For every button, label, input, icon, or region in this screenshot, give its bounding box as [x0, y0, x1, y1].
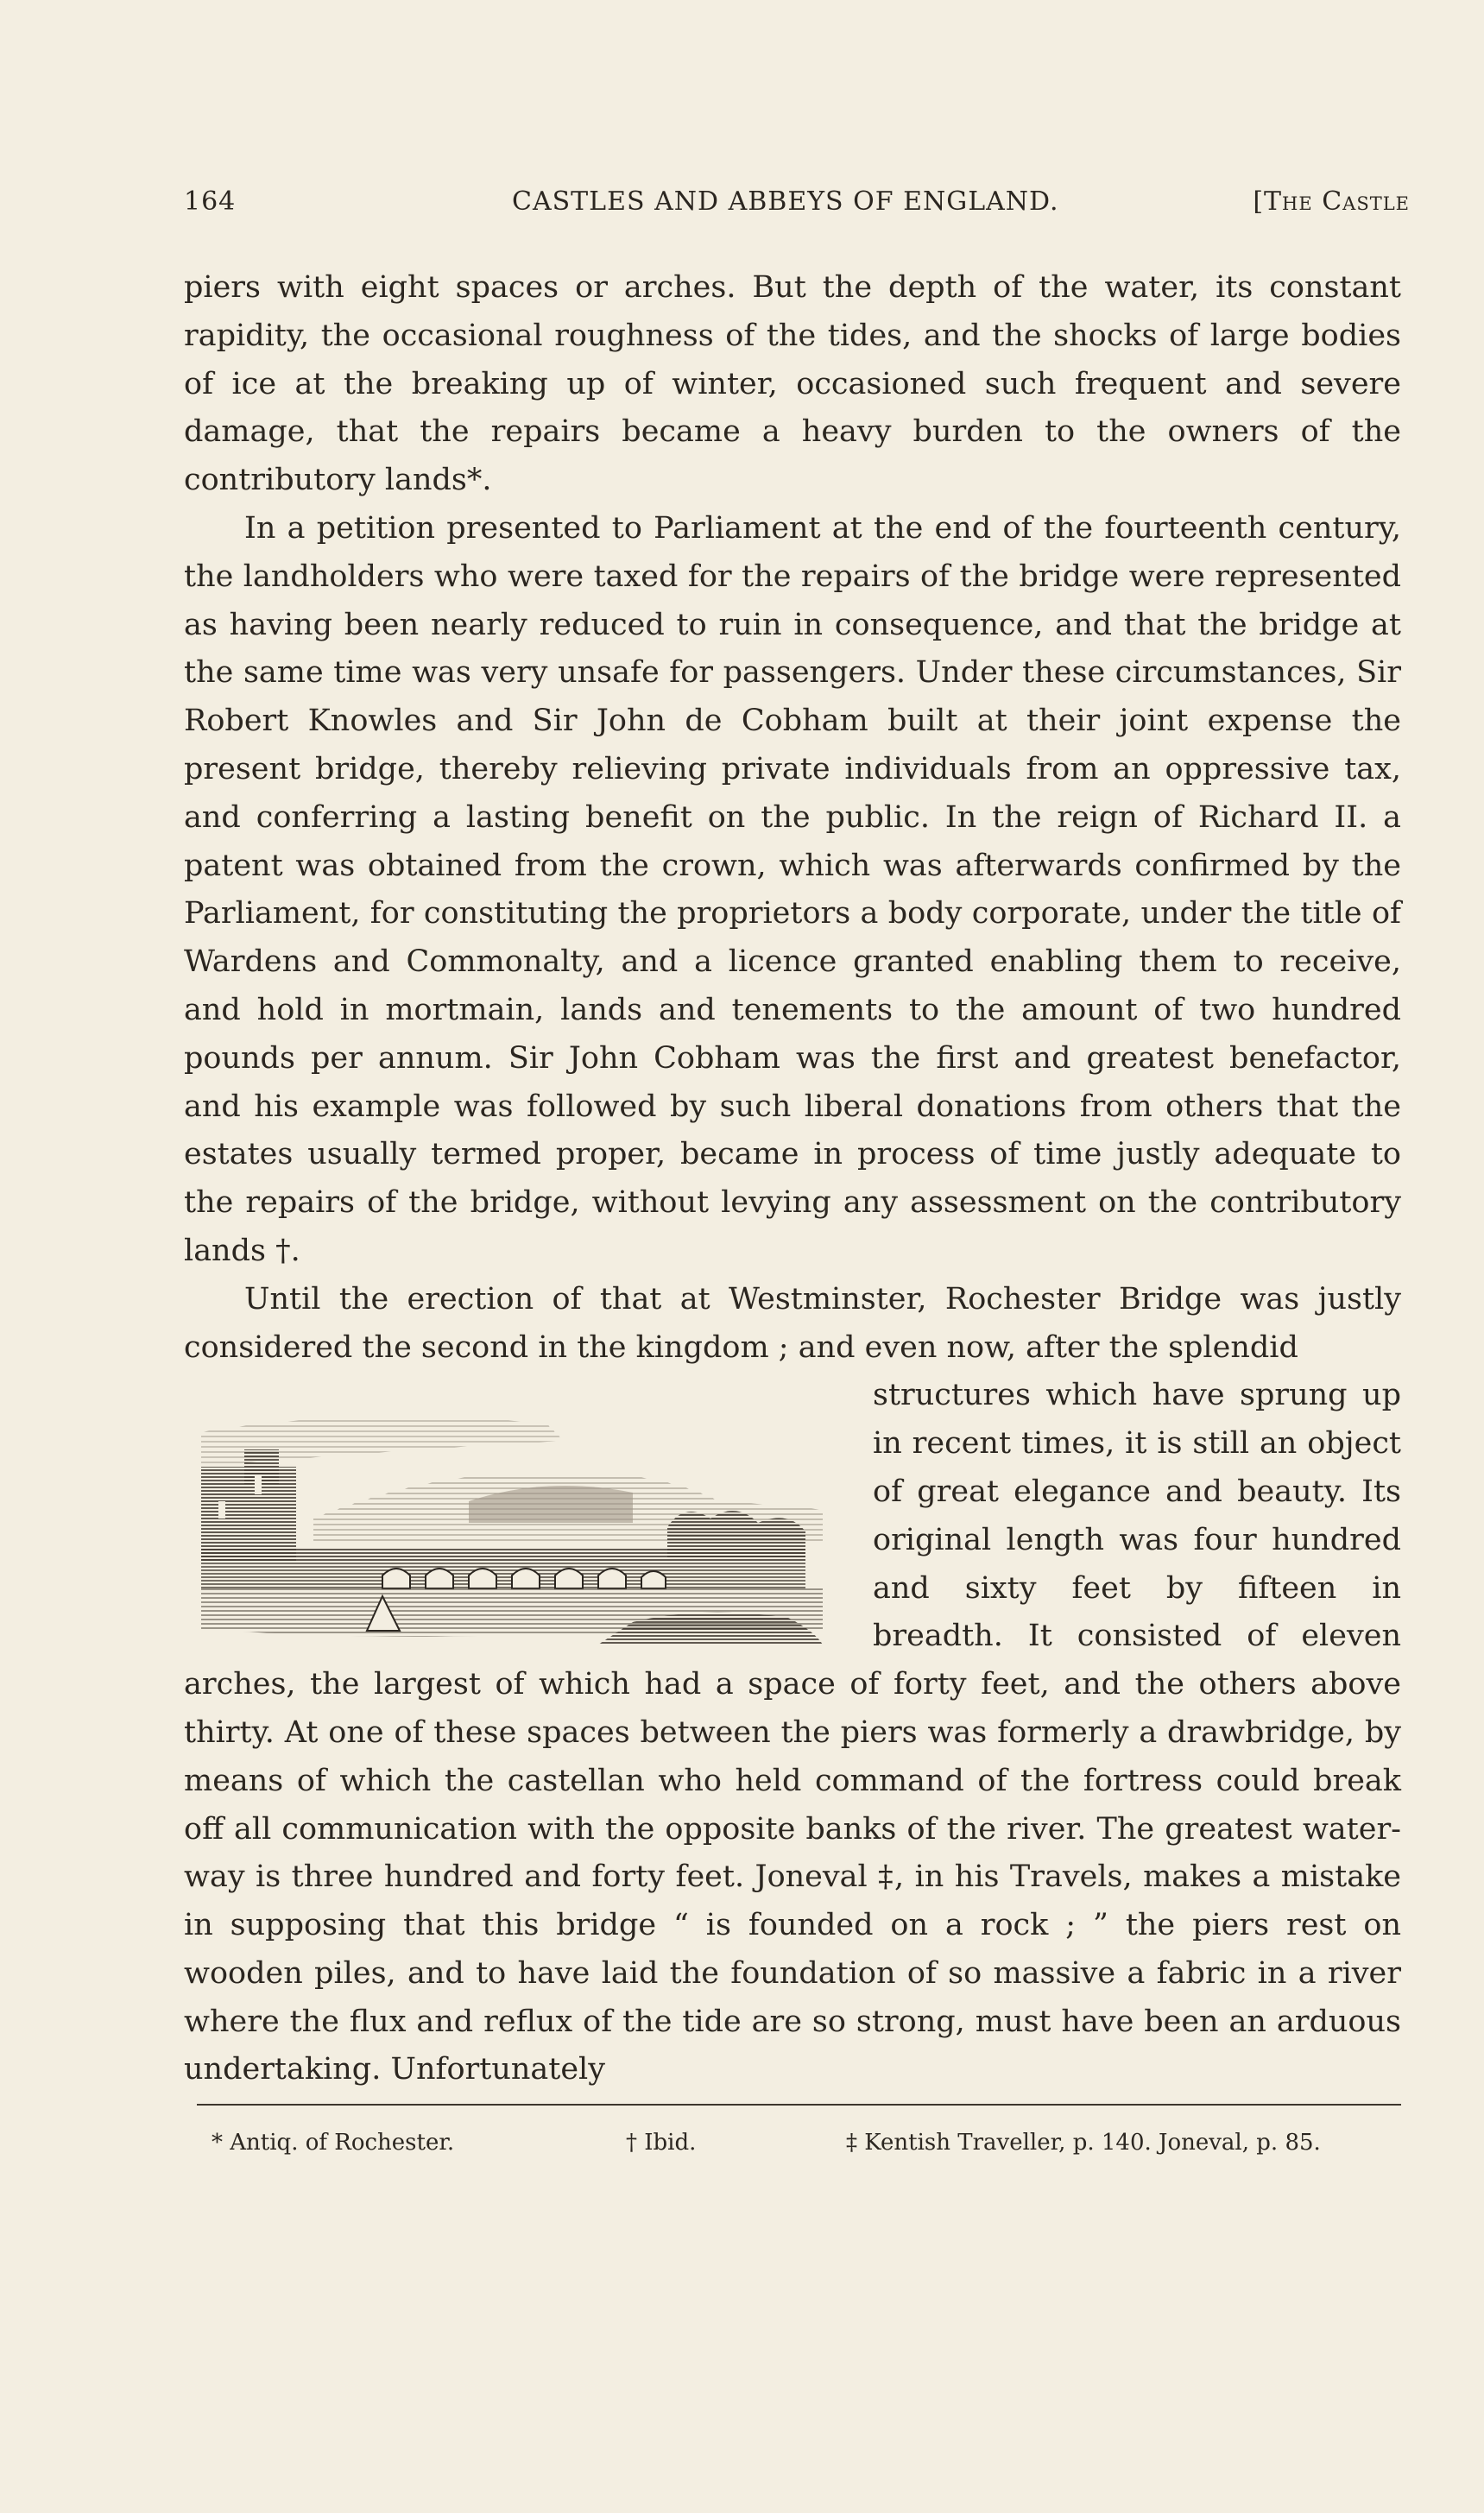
paragraph-3-rest: structures which have sprung up in recent times, it is still an object of great elegance and beauty. Its original length was four hundred and sixty feet by fifteen in breadth. It consisted of eleven arches, the largest of which had a space of forty feet, and the others above thirty. At one of these spaces between the piers was formerly a drawbridge, by means of which the castellan who held command of the fortress could break off all communication with the opposite banks of the river. The greatest water-way is three hundred and forty feet. Joneval ‡, in his Travels, makes a mistake in supposing that this bridge “ is founded on a rock ; ” the piers rest on wooden piles, and to have laid the foundation of so massive a fabric in a river where the flux and reflux of the tide are so strong, must have been an arduous undertaking. Unfortunately	[184, 1378, 1401, 2087]
footnote-1: * Antiq. of Rochester.	[212, 2130, 455, 2156]
footnote-rule	[197, 2104, 1401, 2106]
footnotes	[212, 2130, 1394, 2164]
section-title: [The Castle	[1253, 186, 1410, 217]
footnote-3: ‡ Kentish Traveller, p. 140. Joneval, p. 85.	[846, 2130, 1321, 2156]
running-title: CASTLES AND ABBEYS OF ENGLAND.	[512, 186, 1059, 217]
rochester-bridge-engraving-icon	[184, 1372, 847, 1645]
paragraph-1: piers with eight spaces or arches. But the depth of the water, its constant rapidity, the occasional roughness of the tides, and the shocks of large bodies of ice at the breaking up of winter, occasioned such frequent and severe damage, that the repairs became a heavy burden to the owners of the contributory lands*.	[184, 270, 1401, 498]
body-text	[184, 264, 1401, 2094]
page-number: 164	[184, 186, 237, 217]
page-header	[184, 186, 1410, 224]
bridge-illustration	[184, 1372, 847, 1645]
paragraph-2: In a petition presented to Parliament at the end of the fourteenth century, the landholders who were taxed for the repairs of the bridge were represented as having been nearly reduced to ruin in consequence, and that the bridge at the same time was very unsafe for passengers. Under these circumstances, Sir Robert Knowles and Sir John de Cobham built at their joint expense the present bridge, thereby relieving private individuals from an oppressive tax, and conferring a lasting benefit on the public. In the reign of Richard II. a patent was obtained from the crown, which was afterwards confirmed by the Parliament, for constituting the proprietors a body corporate, under the title of Wardens and Commonalty, and a licence granted enabling them to receive, and hold in mortmain, lands and tenements to the amount of two hundred pounds per annum. Sir John Cobham was the first and greatest benefactor, and his example was followed by such liberal donations from others that the estates usually termed proper, became in process of time justly adequate to the repairs of the bridge, without levying any assessment on the contributory lands †.	[184, 510, 1401, 1268]
footnote-2: † Ibid.	[626, 2130, 697, 2156]
paragraph-3-intro: Until the erection of that at Westminster, Rochester Bridge was justly considered the second in the kingdom ; and even now, after the splendid	[184, 1281, 1401, 1365]
